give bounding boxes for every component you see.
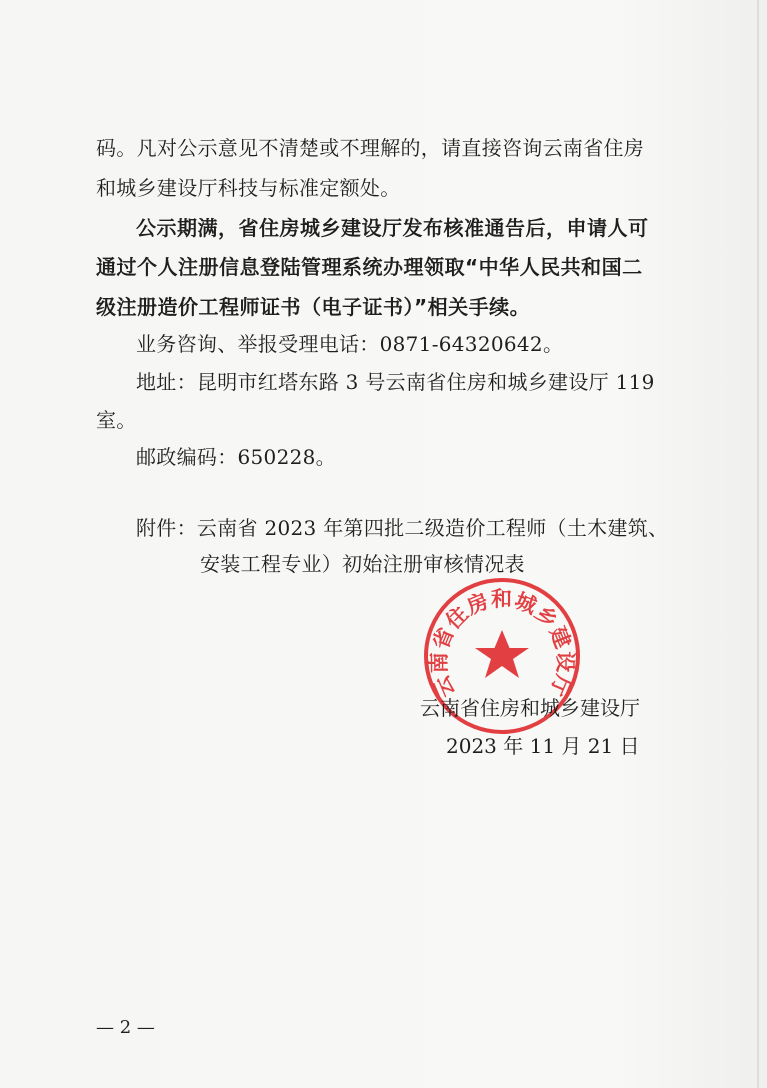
- paragraph-2-line-1: 公示期满，省住房城乡建设厅发布核准通告后，申请人可: [136, 216, 649, 240]
- address-line-1: 地址：昆明市红塔东路 3 号云南省住房和城乡建设厅 119: [136, 370, 655, 394]
- attachment-line-2: 安装工程专业）初始注册审核情况表: [200, 552, 525, 576]
- issuer-name: 云南省住房和城乡建设厅: [420, 696, 640, 720]
- attachment-line-1: 附件：云南省 2023 年第四批二级造价工程师（土木建筑、: [136, 516, 669, 540]
- paragraph-1-line-1: 码。凡对公示意见不清楚或不理解的，请直接咨询云南省住房: [96, 136, 645, 160]
- seal-text: 云南省住房和城乡建设厅: [426, 586, 578, 702]
- paragraph-1-line-2: 和城乡建设厅科技与标准定额处。: [96, 176, 401, 200]
- paragraph-2-line-2: 通过个人注册信息登陆管理系统办理领取“中华人民共和国二: [96, 255, 643, 279]
- contact-phone: 业务咨询、举报受理电话：0871-64320642。: [136, 332, 564, 356]
- paragraph-2-line-3: 级注册造价工程师证书（电子证书）”相关手续。: [96, 295, 531, 319]
- issue-date: 2023 年 11 月 21 日: [446, 734, 640, 758]
- seal-star-icon: [475, 630, 529, 678]
- page-number: — 2 —: [96, 1017, 155, 1038]
- address-line-2: 室。: [96, 408, 137, 432]
- postal-code: 邮政编码：650228。: [136, 445, 336, 469]
- page-edge: [757, 0, 759, 1088]
